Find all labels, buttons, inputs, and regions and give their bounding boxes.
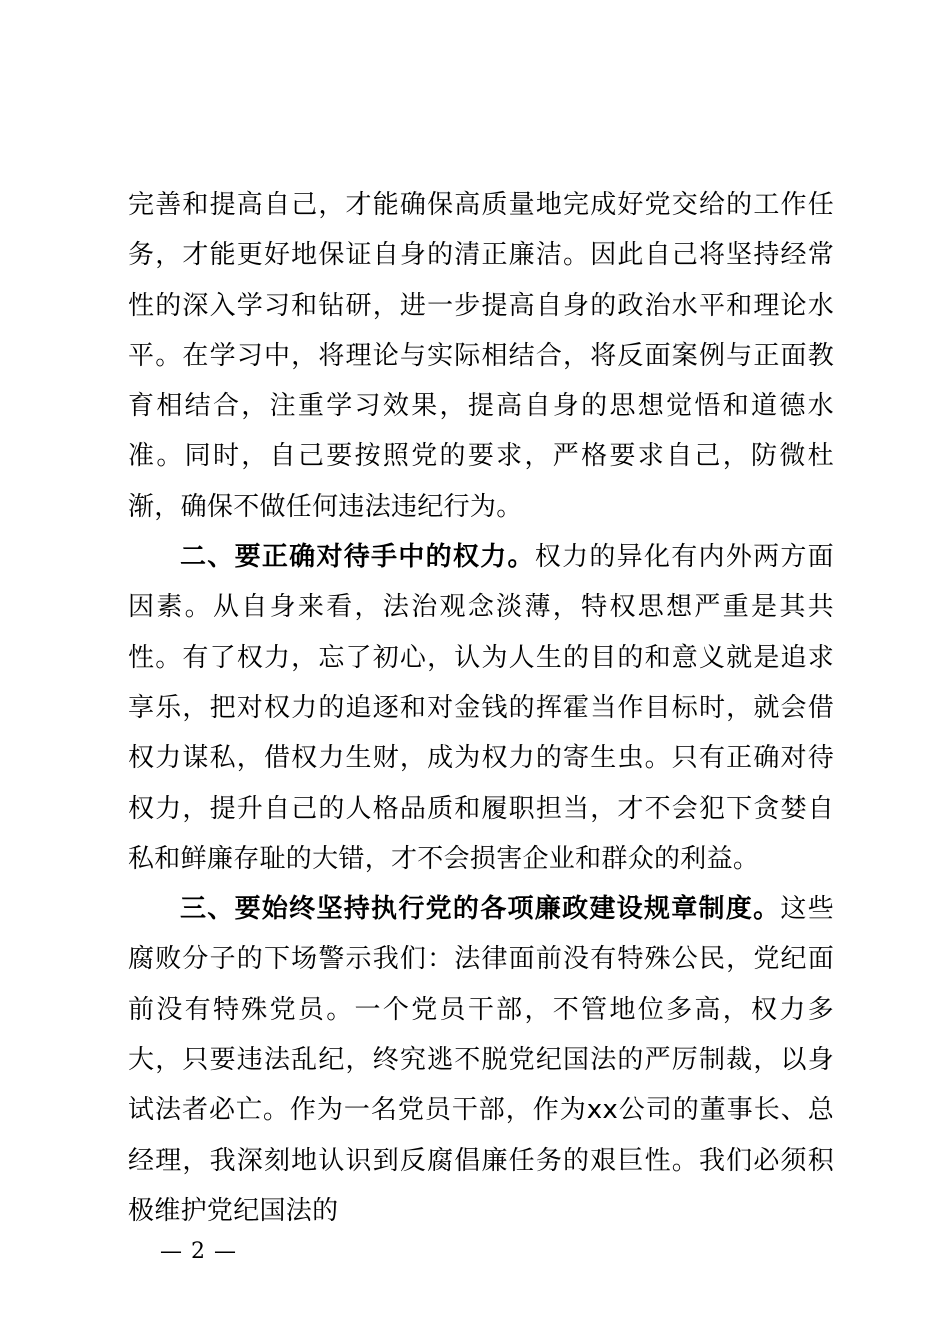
paragraph-1 <box>128 180 834 532</box>
paragraph-2-heading: 二、要正确对待手中的权力。 <box>180 542 535 573</box>
paragraph-2 <box>128 532 834 884</box>
paragraph-3-heading: 三、要始终坚持执行党的各项廉政建设规章制度。 <box>180 894 781 925</box>
paragraph-2-text: 权力的异化有内外两方面因素。从自身来看，法治观念淡薄，特权思想严重是其共性。有了权力，忘了初心，认为人生的目的和意义就是追求享乐，把对权力的追逐和对金钱的挥霍当作目标时，就会借权力谋私，借权力生财，成为权力的寄生虫。只有正确对待权力，提升自己的人格品质和履职担当，才不会犯下贪婪自私和鲜廉存耻的大错，才不会损害企业和群众的利益。 <box>128 542 834 874</box>
document-body <box>128 180 834 1236</box>
paragraph-1-text: 完善和提高自己，才能确保高质量地完成好党交给的工作任务，才能更好地保证自身的清正廉洁。因此自己将坚持经常性的深入学习和钻研，进一步提高自身的政治水平和理论水平。在学习中，将理论与实际相结合，将反面案例与正面教育相结合，注重学习效果，提高自身的思想觉悟和道德水准。同时，自己要按照党的要求，严格要求自己，防微杜渐，确保不做任何违法违纪行为。 <box>128 190 834 522</box>
paragraph-3-text: 这些腐败分子的下场警示我们：法律面前没有特殊公民，党纪面前没有特殊党员。一个党员干部，不管地位多高，权力多大，只要违法乱纪，终究逃不脱党纪国法的严厉制裁，以身试法者必亡。作为一名党员干部，作为xx公司的董事长、总经理，我深刻地认识到反腐倡廉任务的艰巨性。我们必须积极维护党纪国法的 <box>128 894 834 1226</box>
page-number: — 2 — <box>160 1239 237 1264</box>
paragraph-3 <box>128 884 834 1236</box>
